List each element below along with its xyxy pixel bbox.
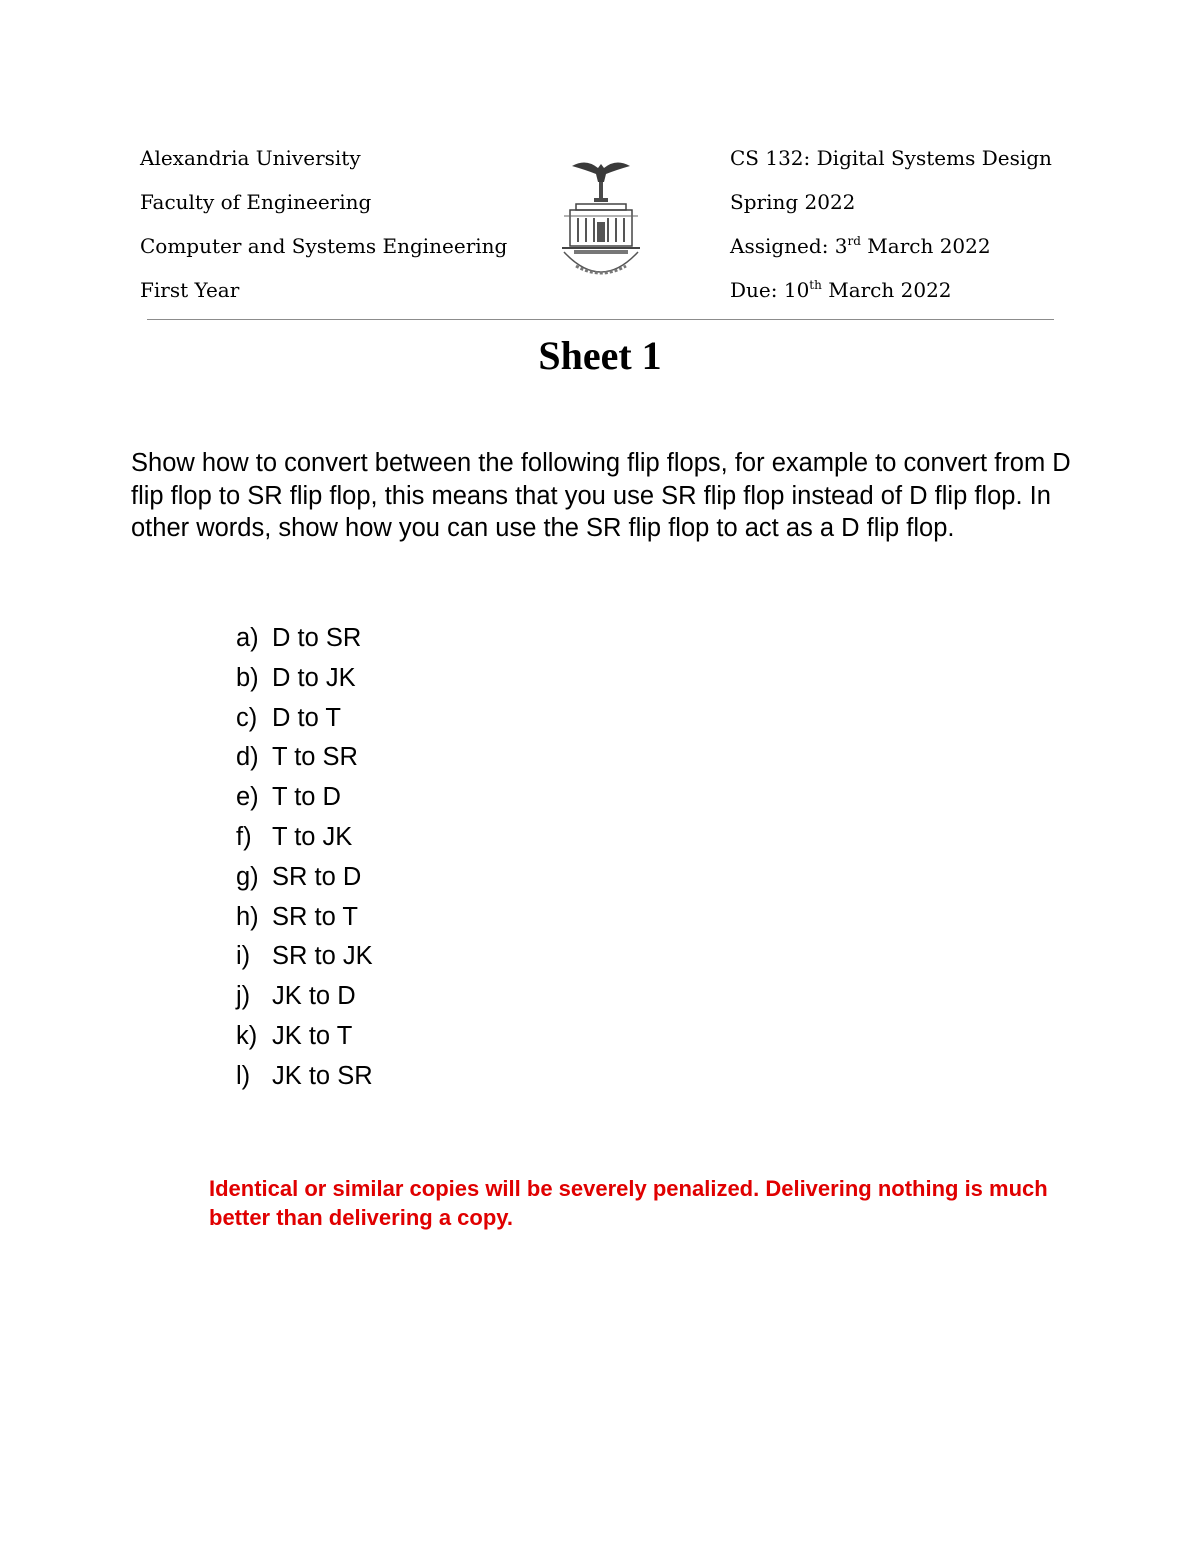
list-item-text: D to JK <box>272 663 356 692</box>
list-item <box>236 940 373 980</box>
instructions-paragraph: Show how to convert between the following flip flops, for example to convert from D flip flop to SR flip flop, this means that you use SR flip flop instead of D flip flop. In other words, show how you can use the SR flip flop to act as a D flip flop. <box>131 449 1071 542</box>
list-item-text: D to T <box>272 703 341 732</box>
list-item-letter: b) <box>236 663 259 692</box>
plagiarism-warning: Identical or similar copies will be severely penalized. Delivering nothing is much better than delivering a copy. <box>209 1176 1048 1230</box>
header-right <box>730 144 1052 320</box>
list-item <box>236 702 373 742</box>
assigned-rest: March 2022 <box>860 234 991 258</box>
page-title: Sheet 1 <box>538 333 662 378</box>
list-item-text: JK to T <box>272 1021 353 1050</box>
list-item <box>236 1060 373 1100</box>
list-item-text: T to SR <box>272 743 358 772</box>
list-item-letter: h) <box>236 902 259 931</box>
list-item-letter: k) <box>236 1021 258 1050</box>
list-item-letter: i) <box>236 942 251 971</box>
list-item-letter: f) <box>236 822 252 851</box>
conversion-list <box>236 622 373 1100</box>
list-item-letter: e) <box>236 783 259 812</box>
list-item-letter: d) <box>236 743 259 772</box>
list-item-text: T to D <box>272 783 341 812</box>
list-item-letter: j) <box>236 982 251 1011</box>
department-name: Computer and Systems Engineering <box>140 234 508 258</box>
list-item-text: JK to D <box>272 982 356 1011</box>
list-item-letter: a) <box>236 624 259 652</box>
list-item <box>236 821 373 861</box>
list-item-text: SR to JK <box>272 942 373 971</box>
list-item-letter: c) <box>236 703 258 732</box>
year-level: First Year <box>140 278 240 302</box>
list-item-text: JK to SR <box>272 1061 373 1090</box>
list-item-text: T to JK <box>272 822 353 851</box>
assigned-suffix: rd <box>847 234 861 248</box>
crest-drawing <box>558 152 644 284</box>
list-item <box>236 781 373 821</box>
university-crest-icon <box>558 152 644 284</box>
list-item-text: D to SR <box>272 624 362 652</box>
header-divider <box>147 319 1054 320</box>
due-rest: March 2022 <box>821 278 952 302</box>
assigned-date <box>730 232 1052 276</box>
list-item <box>236 741 373 781</box>
course-name: CS 132: Digital Systems Design <box>730 146 1052 170</box>
assigned-label: Assigned: 3 <box>730 234 848 258</box>
list-item <box>236 861 373 901</box>
list-item-letter: l) <box>236 1061 251 1090</box>
university-name: Alexandria University <box>140 146 361 170</box>
list-item <box>236 980 373 1020</box>
term: Spring 2022 <box>730 190 856 214</box>
due-date <box>730 276 1052 320</box>
list-item <box>236 622 373 662</box>
list-item <box>236 1020 373 1060</box>
list-item <box>236 901 373 941</box>
faculty-name: Faculty of Engineering <box>140 190 372 214</box>
due-suffix: th <box>809 278 822 292</box>
header-left <box>140 144 507 320</box>
list-item-text: SR to T <box>272 902 358 931</box>
list-item-text: SR to D <box>272 862 362 891</box>
due-label: Due: 10 <box>730 278 810 302</box>
list-item <box>236 662 373 702</box>
list-item-letter: g) <box>236 862 259 891</box>
